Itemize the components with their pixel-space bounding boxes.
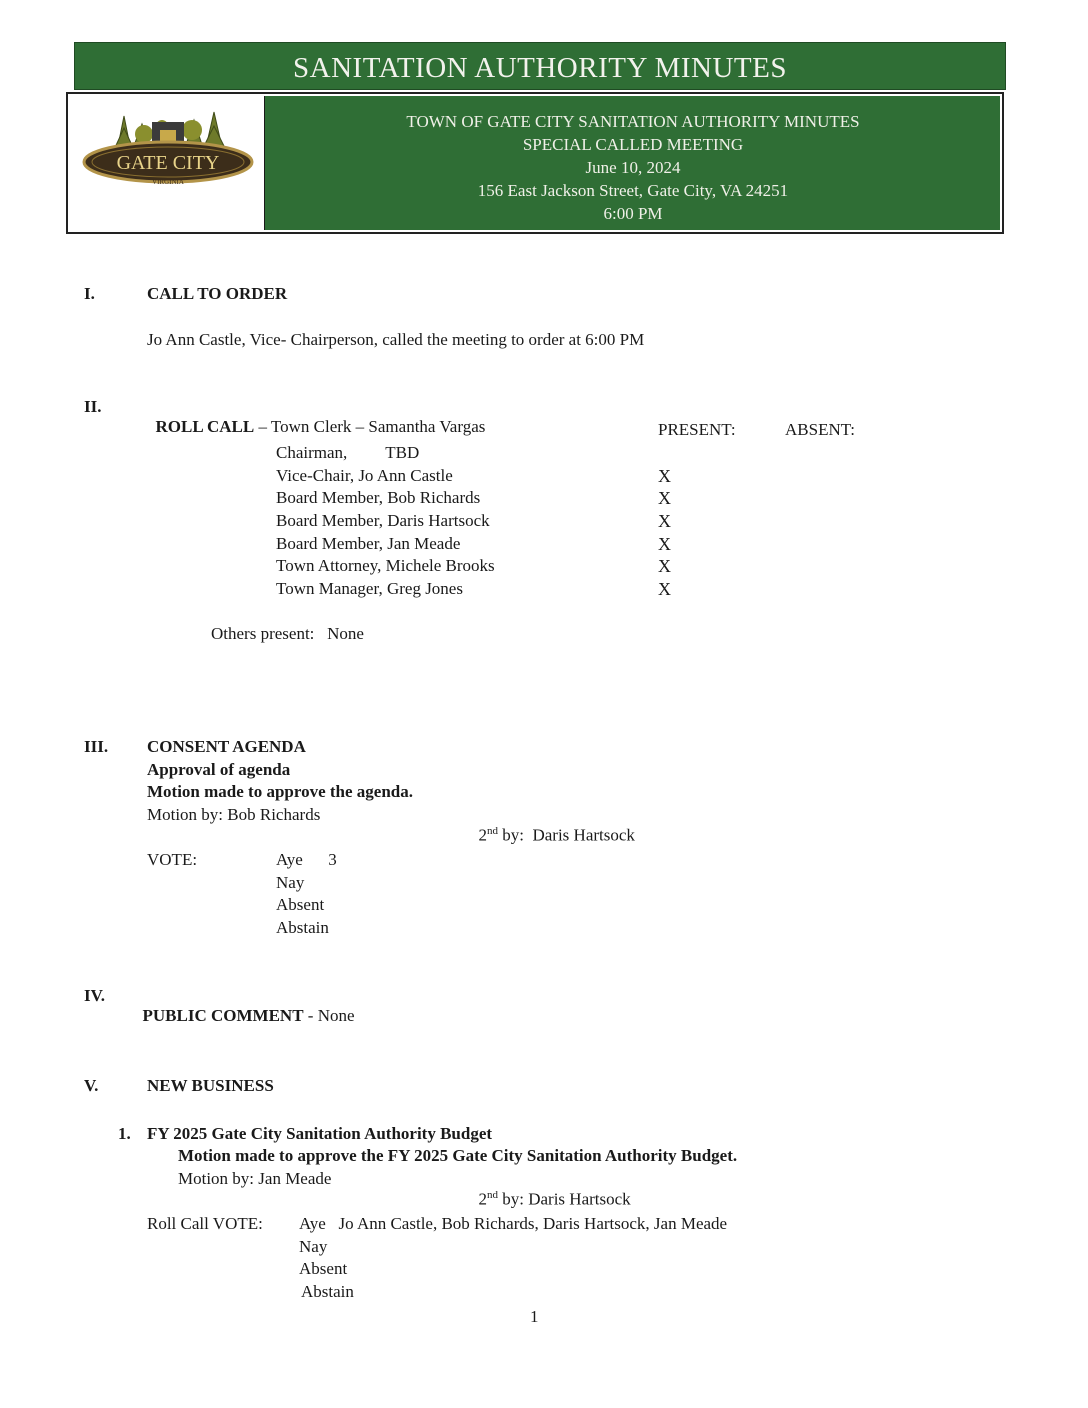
new-business-vote-row: Absent xyxy=(299,1259,348,1278)
header-info-panel xyxy=(264,96,1000,230)
section-title-public-comment xyxy=(134,986,355,1026)
second-rest: by: Daris Hartsock xyxy=(498,825,635,845)
roll-member-name: Board Member, Jan Meade xyxy=(276,534,461,553)
second-prefix: 2 xyxy=(478,1189,487,1209)
header-line-5: 6:00 PM xyxy=(603,204,663,223)
section-title-new-business: NEW BUSINESS xyxy=(147,1076,274,1095)
section-title-call-to-order: CALL TO ORDER xyxy=(147,284,288,303)
roll-call-title: ROLL CALL xyxy=(155,417,255,436)
consent-vote-row: Nay xyxy=(276,873,305,892)
new-business-item-number: 1. xyxy=(118,1124,131,1143)
section-numeral-3: III. xyxy=(84,737,109,756)
consent-motion-by: Motion by: Bob Richards xyxy=(147,805,321,824)
new-business-vote-row: Abstain xyxy=(301,1282,354,1301)
new-business-item-title: FY 2025 Gate City Sanitation Authority Budget xyxy=(147,1124,493,1143)
banner-title: SANITATION AUTHORITY MINUTES xyxy=(74,42,1006,90)
gate-city-logo xyxy=(72,96,264,230)
roll-present-mark: X xyxy=(658,534,671,554)
second-prefix: 2 xyxy=(478,825,487,845)
consent-vote-row: Aye 3 xyxy=(276,850,337,869)
new-business-second-by xyxy=(470,1169,631,1210)
section-numeral-2: II. xyxy=(84,397,102,416)
consent-vote-row: Abstain xyxy=(276,918,329,937)
roll-present-mark: X xyxy=(658,466,671,486)
roll-present-mark: X xyxy=(658,556,671,576)
new-business-motion-by: Motion by: Jan Meade xyxy=(178,1169,332,1188)
page-number: 1 xyxy=(530,1307,539,1326)
roll-present-mark: X xyxy=(658,511,671,531)
section-title-consent-agenda: CONSENT AGENDA xyxy=(147,737,306,756)
absent-header: ABSENT: xyxy=(785,420,855,439)
public-comment-title: PUBLIC COMMENT xyxy=(142,1006,304,1025)
new-business-vote-label: Roll Call VOTE: xyxy=(147,1214,263,1233)
second-sup: nd xyxy=(487,825,498,837)
others-present: Others present: None xyxy=(211,624,364,643)
logo-graphic xyxy=(72,96,264,230)
logo-subtext: VIRGINIA xyxy=(152,178,184,186)
logo-text: GATE CITY xyxy=(116,152,220,174)
new-business-vote-row: Nay xyxy=(299,1237,328,1256)
section-numeral-5: V. xyxy=(84,1076,99,1095)
roll-member-name: Town Manager, Greg Jones xyxy=(276,579,463,598)
roll-call-subtitle: – Town Clerk – Samantha Vargas xyxy=(254,417,486,436)
new-business-vote-row: Aye Jo Ann Castle, Bob Richards, Daris Hartsock, Jan Meade xyxy=(299,1214,728,1233)
consent-item: Approval of agenda xyxy=(147,760,291,779)
section-title-roll-call xyxy=(147,397,485,437)
new-business-motion: Motion made to approve the FY 2025 Gate City Sanitation Authority Budget. xyxy=(178,1146,738,1165)
roll-member-name: Board Member, Bob Richards xyxy=(276,488,481,507)
roll-member-name: Vice-Chair, Jo Ann Castle xyxy=(276,466,453,485)
present-header: PRESENT: xyxy=(658,420,736,439)
roll-member-name: Chairman, TBD xyxy=(276,443,420,462)
roll-present-mark: X xyxy=(658,488,671,508)
consent-vote-label: VOTE: xyxy=(147,850,198,869)
consent-motion: Motion made to approve the agenda. xyxy=(147,782,414,801)
roll-member-name: Town Attorney, Michele Brooks xyxy=(276,556,495,575)
section-numeral-4: IV. xyxy=(84,986,105,1005)
second-rest: by: Daris Hartsock xyxy=(498,1189,631,1209)
header-line-3: June 10, 2024 xyxy=(585,158,681,177)
consent-second-by xyxy=(470,805,635,846)
roll-present-mark: X xyxy=(658,579,671,599)
public-comment-rest: - None xyxy=(303,1006,355,1025)
roll-member-name: Board Member, Daris Hartsock xyxy=(276,511,490,530)
call-to-order-text: Jo Ann Castle, Vice- Chairperson, called the meeting to order at 6:00 PM xyxy=(147,330,645,349)
section-numeral-1: I. xyxy=(84,284,95,303)
second-sup: nd xyxy=(487,1189,498,1201)
consent-vote-row: Absent xyxy=(276,895,325,914)
header-line-4: 156 East Jackson Street, Gate City, VA 24251 xyxy=(477,181,789,200)
header-line-2: SPECIAL CALLED MEETING xyxy=(522,135,744,154)
header-line-1: TOWN OF GATE CITY SANITATION AUTHORITY MINUTES xyxy=(406,112,860,131)
